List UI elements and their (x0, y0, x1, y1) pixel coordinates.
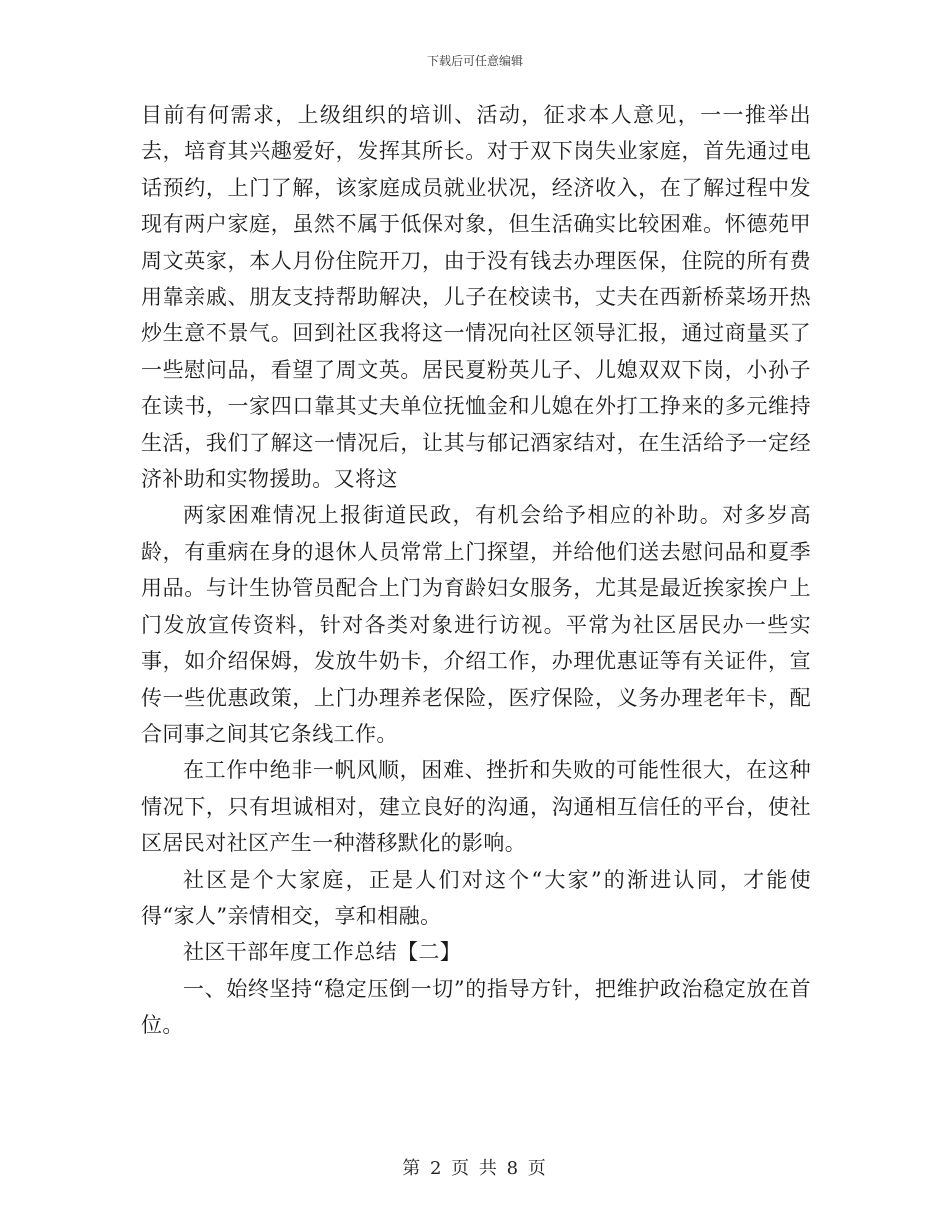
page-number: 第 2 页 共 8 页 (402, 1158, 548, 1179)
section-heading: 社区干部年度工作总结【二】 (183, 940, 462, 965)
paragraph-5: 一、始终坚持“稳定压倒一切”的指导方针，把维护政治稳定放在首位。 (141, 976, 811, 1038)
paragraph-1: 目前有何需求，上级组织的培训、活动，征求本人意见，一一推举出去，培育其兴趣爱好，发挥其所长。对于双下岗失业家庭，首先通过电话预约，上门了解，该家庭成员就业状况，经济收入，在了解过程中发现有两户家庭，虽然不属于低保对象，但生活确实比较困难。怀德苑甲周文英家，本人月份住院开刀，由于没有钱去办理医保，住院的所有费用靠亲戚、朋友支持帮助解决，儿子在校读书，丈夫在西新桥菜场开热炒生意不景气。回到社区我将这一情况向社区领导汇报，通过商量买了一些慰问品，看望了周文英。居民夏粉英儿子、儿媳双双下岗，小孙子在读书，一家四口靠其丈夫单位抚恤金和儿媳在外打工挣来的多元维持生活，我们了解这一情况后，让其与郁记酒家结对，在生活给予一定经济补助和实物援助。又将这 (141, 103, 811, 492)
paragraph-4: 社区是个大家庭，正是人们对这个“大家”的渐进认同，才能使得“家人”亲情相交，享和相融。 (141, 867, 811, 928)
page-header-note: 下载后可任意编辑 (426, 54, 523, 68)
paragraph-3: 在工作中绝非一帆风顺，困难、挫折和失败的可能性很大，在这种情况下，只有坦诚相对，建立良好的沟通，沟通相互信任的平台，使社区居民对社区产生一种潜移默化的影响。 (141, 758, 811, 856)
document-body (141, 97, 811, 1044)
paragraph-2: 两家困难情况上报街道民政，有机会给予相应的补助。对多岁高龄，有重病在身的退休人员常常上门探望，并给他们送去慰问品和夏季用品。与计生协管员配合上门为育龄妇女服务，尤其是最近挨家挨户上门发放宣传资料，针对各类对象进行访视。平常为社区居民办一些实事，如介绍保姆，发放牛奶卡，介绍工作，办理优惠证等有关证件，宣传一些优惠政策，上门办理养老保险，医疗保险，义务办理老年卡，配合同事之间其它条线工作。 (141, 503, 811, 746)
